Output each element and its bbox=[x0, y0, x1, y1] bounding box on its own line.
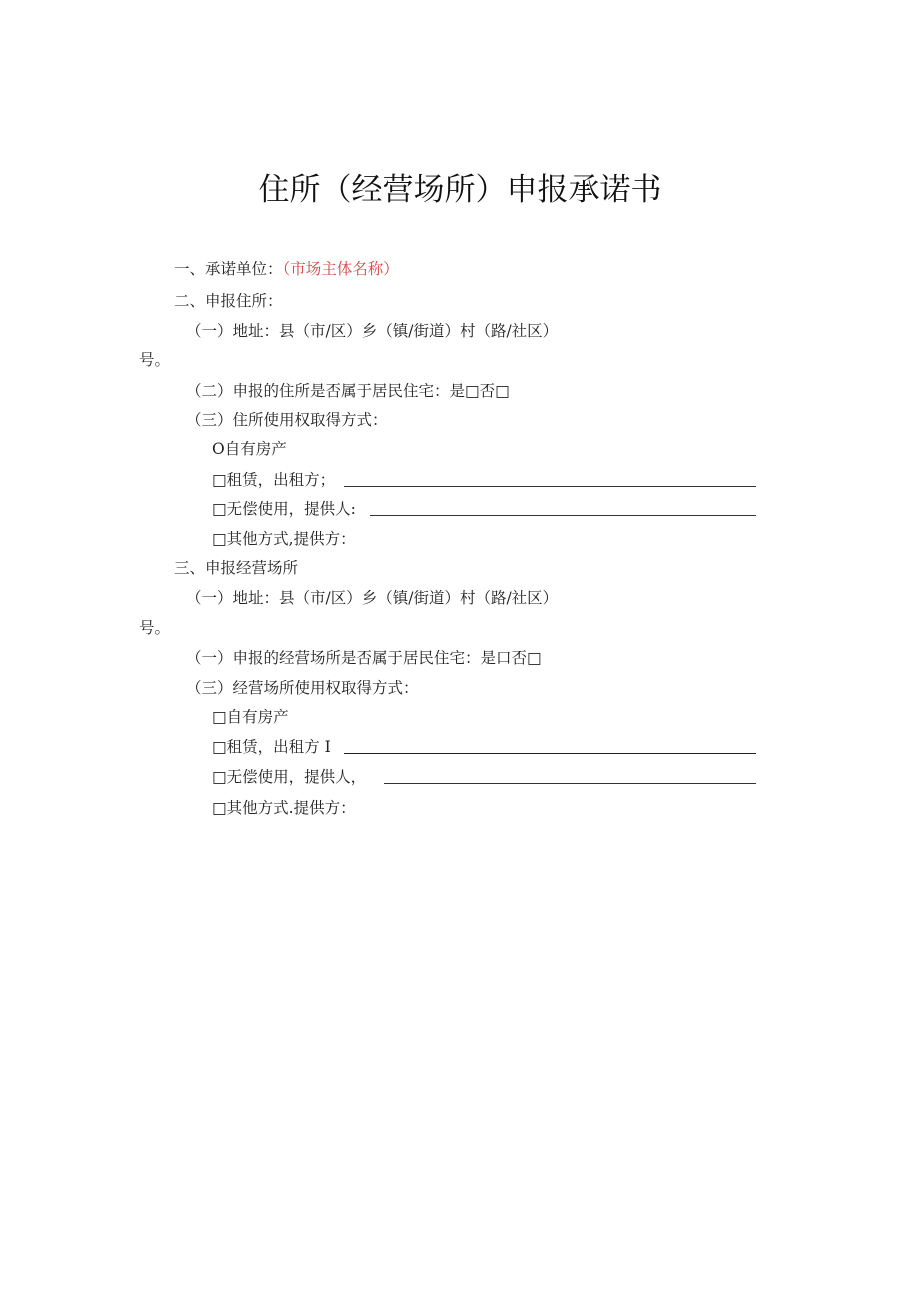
section2-free-use-fill-line bbox=[370, 515, 756, 516]
section2-rights-heading: （三）住所使用权取得方式： bbox=[186, 411, 388, 429]
section2-heading: 二、申报住所： bbox=[174, 292, 283, 310]
commitment-unit-row bbox=[174, 258, 399, 280]
section3-option-free-use: □无偿使用，提供人， bbox=[212, 768, 367, 786]
section2-address-continuation: 号。 bbox=[139, 351, 171, 369]
section2-residential-question: （二）申报的住所是否属于居民住宅：是□否□ bbox=[186, 382, 510, 400]
section3-address-line: （一）地址：县（市/区）乡（镇/街道）村（路/社区） bbox=[186, 589, 559, 607]
section2-option-other: □其他方式,提供方： bbox=[212, 530, 356, 548]
section3-address-continuation: 号。 bbox=[139, 619, 171, 637]
section3-free-use-fill-line bbox=[384, 783, 756, 784]
section3-option-owned: □自有房产 bbox=[212, 708, 289, 726]
section3-residential-question: （一）申报的经营场所是否属于居民住宅：是口否□ bbox=[186, 649, 542, 667]
section3-rights-heading: （三）经营场所使用权取得方式： bbox=[186, 679, 419, 697]
section3-option-lease: □租赁，出租方 I bbox=[212, 738, 331, 756]
section2-option-free-use: □无偿使用，提供人: bbox=[212, 500, 356, 518]
commitment-unit-value: （市场主体名称） bbox=[282, 260, 399, 278]
section2-option-lease: □租赁，出租方； bbox=[212, 471, 336, 489]
section2-lease-fill-line bbox=[344, 486, 756, 487]
section3-option-other: □其他方式.提供方： bbox=[212, 799, 356, 817]
section3-heading: 三、申报经营场所 bbox=[174, 559, 299, 577]
section2-option-owned: O自有房产 bbox=[212, 440, 287, 458]
commitment-unit-label: 一、承诺单位： bbox=[174, 260, 283, 278]
section2-address-line: （一）地址：县（市/区）乡（镇/街道）村（路/社区） bbox=[186, 322, 559, 340]
page-title: 住所（经营场所）申报承诺书 bbox=[258, 172, 662, 208]
section3-lease-fill-line bbox=[344, 753, 756, 754]
